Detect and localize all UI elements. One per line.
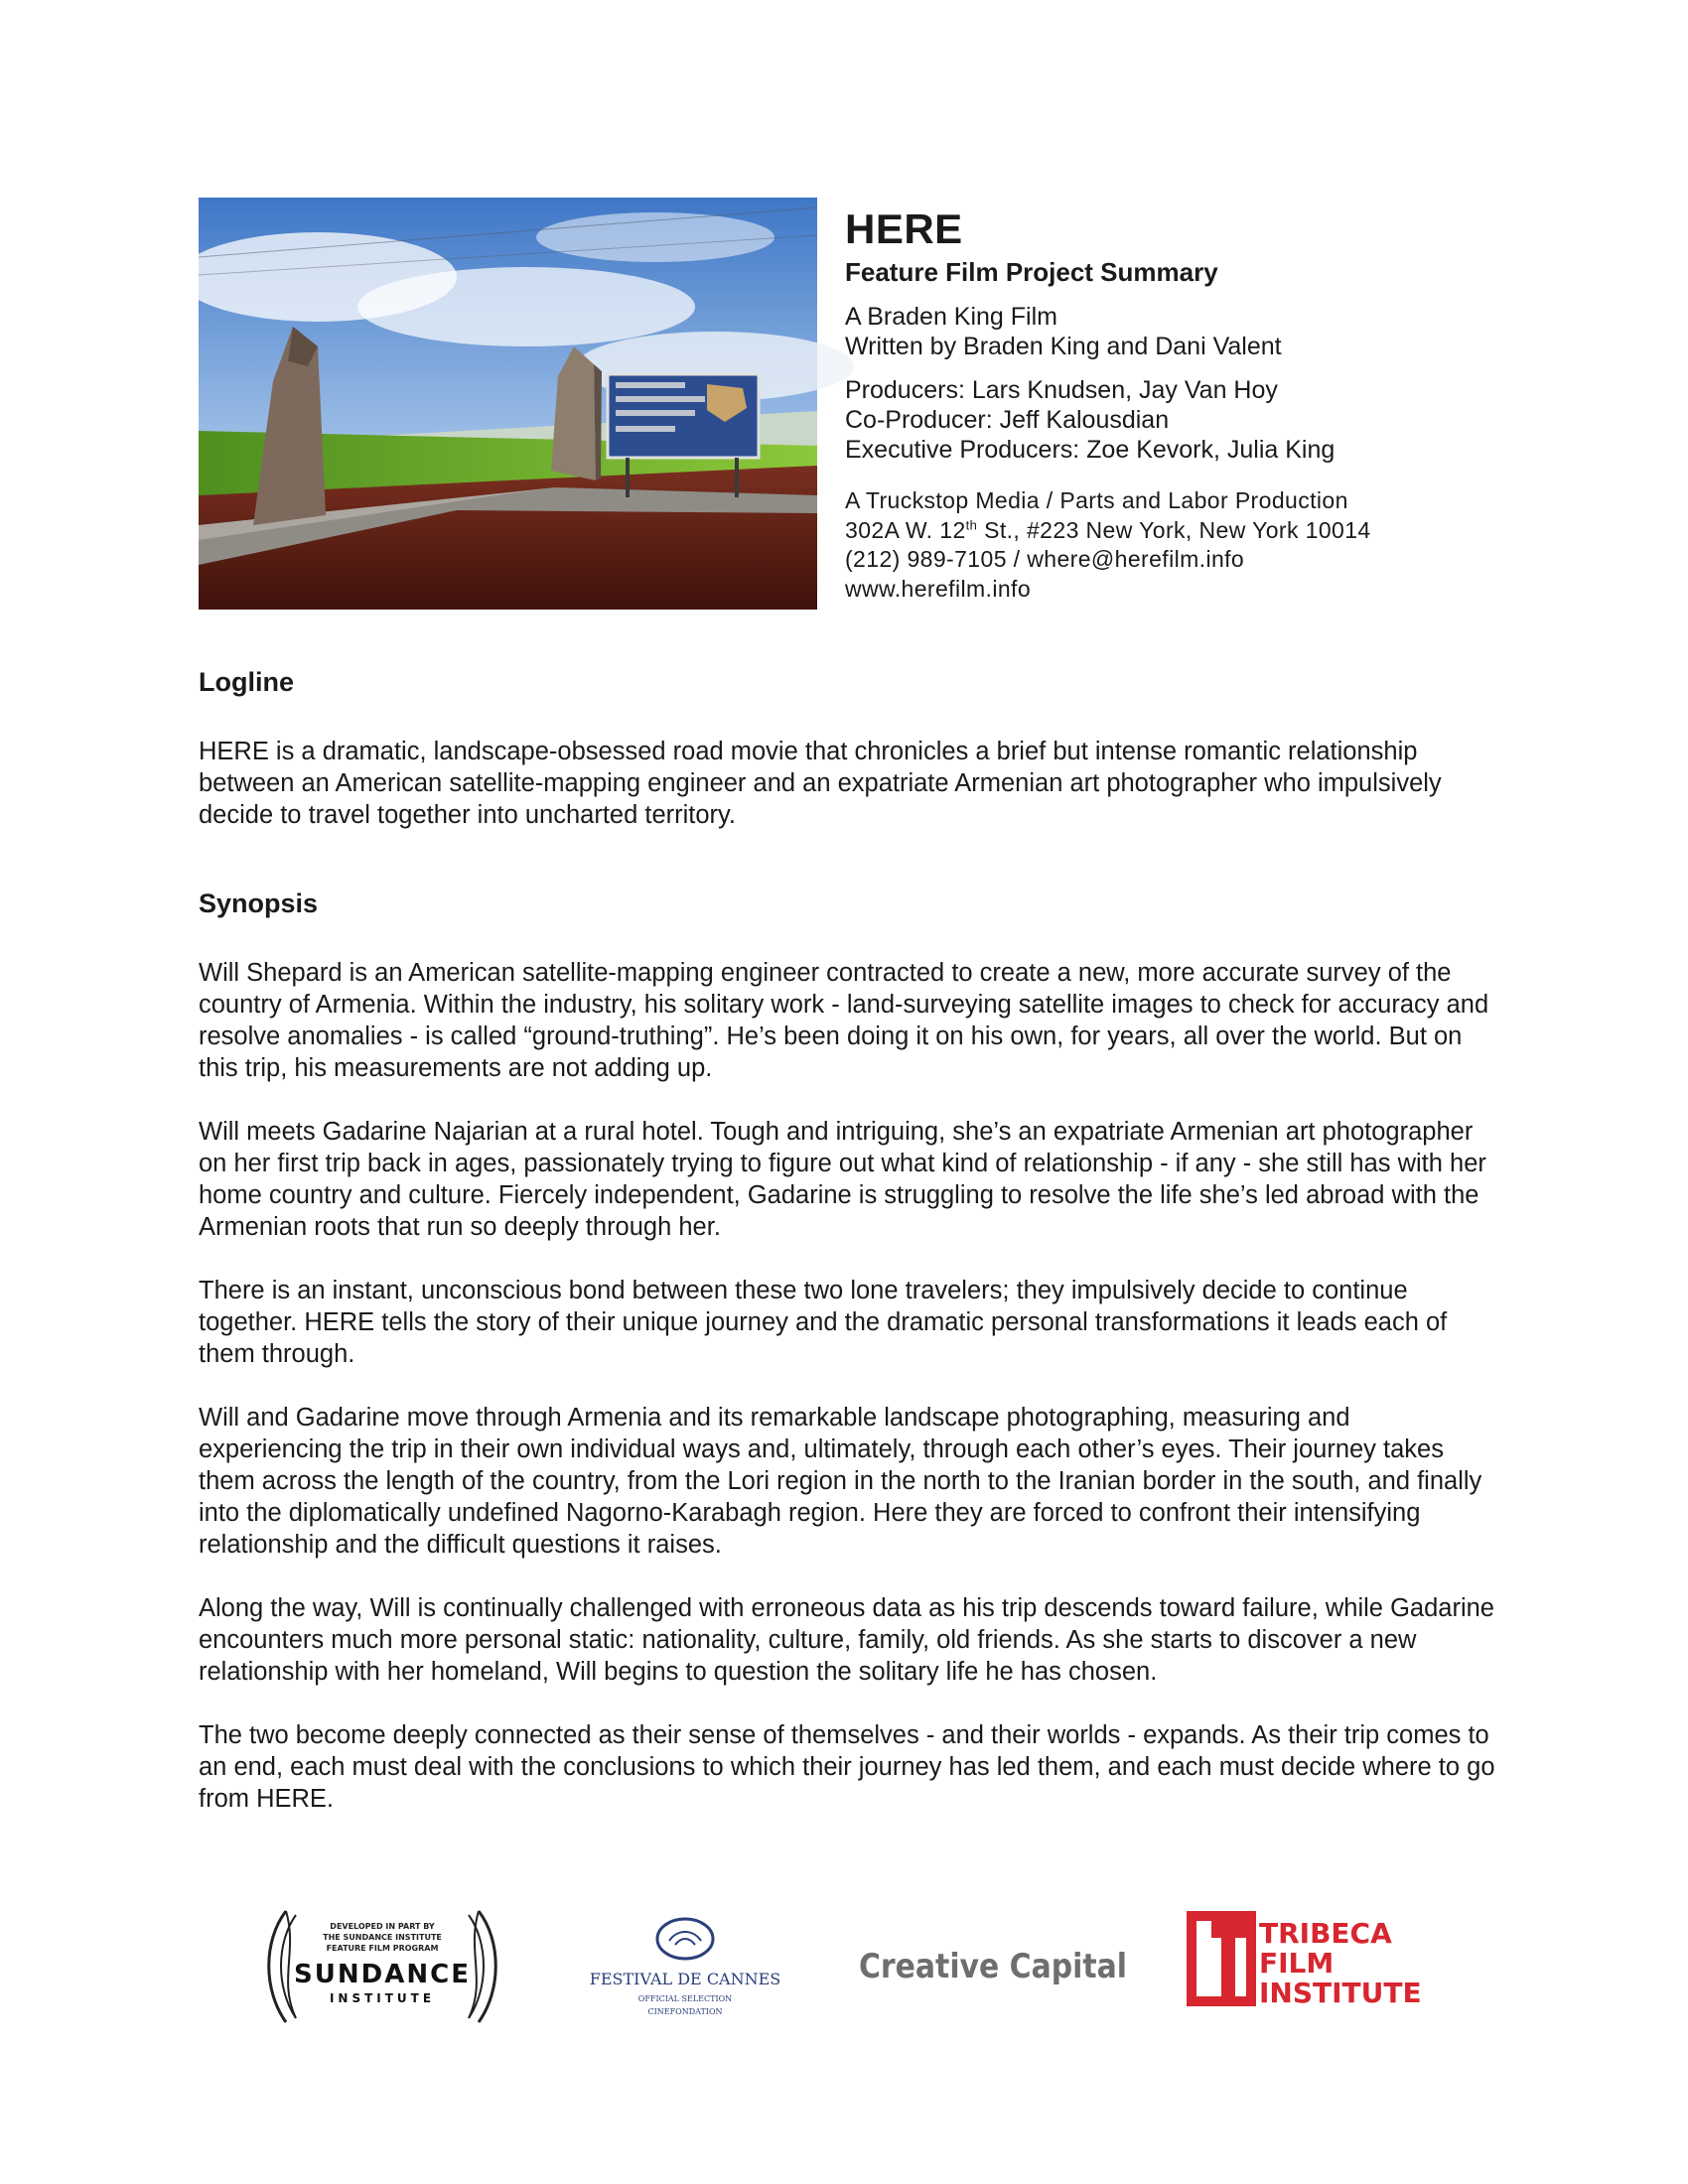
phone-email-line: (212) 989-7105 / where@herefilm.info: [845, 546, 1245, 572]
sundance-name: SUNDANCE: [294, 1960, 471, 1989]
company-line: A Truckstop Media / Parts and Labor Production: [845, 487, 1348, 513]
credit-line: A Braden King Film: [845, 303, 1057, 331]
cannes-line: OFFICIAL SELECTION: [637, 1994, 733, 2003]
armenian-road-landscape-image: [199, 198, 817, 610]
sundance-top-line: THE SUNDANCE INSTITUTE: [323, 1933, 442, 1942]
synopsis-paragraph: Will Shepard is an American satellite-mapping engineer contracted to create a new, more accurate survey of the country of Armenia. Within the industry, his solitary work - land-surveying satellite images to check for accuracy and resolve anomalies - is called “ground-truthing”. He’s been doing it on his own, for years, all over the world. But on this trip, his measurements are not adding up.: [199, 959, 1489, 1082]
sundance-top-line: DEVELOPED IN PART BY: [330, 1922, 435, 1931]
tribeca-line: TRIBECA: [1259, 1917, 1392, 1950]
document-body: [199, 666, 1499, 1846]
creative-capital-logo: [854, 1901, 1132, 2030]
creative-capital-name: Creative Capital: [859, 1947, 1127, 1986]
credits-block: [845, 302, 1560, 361]
synopsis-heading: Synopsis: [199, 888, 319, 918]
producer-line: Executive Producers: Zoe Kevork, Julia King: [845, 436, 1336, 464]
synopsis-paragraph: The two become deeply connected as their sense of themselves - and their worlds - expands. As their trip comes to an end, each must deal with the conclusions to which their journey has led them, and each must decide where to go from HERE.: [199, 1721, 1495, 1813]
cannes-name: FESTIVAL DE CANNES: [589, 1970, 781, 1988]
website-link[interactable]: www.herefilm.info: [845, 575, 1032, 602]
tribeca-film-institute-logo: [1182, 1901, 1420, 2030]
synopsis-paragraph: Along the way, Will is continually challenged with erroneous data as his trip descends toward failure, while Gadarine encounters much more personal static: nationality, culture, family, old friends. As she starts to discover a new relationship with her homeland, Will begins to question the solitary life he has chosen.: [199, 1594, 1494, 1686]
address-line: 302A W. 12th St., #223 New York, New York 10014: [845, 516, 1371, 543]
synopsis-paragraph: There is an instant, unconscious bond between these two lone travelers; they impulsively decide to continue together. HERE tells the story of their unique journey and the dramatic personal transformations it leads each of them through.: [199, 1277, 1448, 1368]
logline-heading: Logline: [199, 667, 294, 697]
cannes-line: CINEFONDATION: [647, 2007, 723, 2016]
sundance-institute-logo: [258, 1901, 506, 2030]
synopsis-paragraph: Will meets Gadarine Najarian at a rural hotel. Tough and intriguing, she’s an expatriate Armenian art photographer on her first trip back in ages, passionately trying to figure out what kind of relationship - if any - she still has with her home country and culture. Fiercely independent, Gadarine is struggling to resolve the life she’s led abroad with the Armenian roots that run so deeply through her.: [199, 1118, 1486, 1241]
festival-de-cannes-logo: [586, 1901, 784, 2030]
producer-line: Co-Producer: Jeff Kalousdian: [845, 406, 1170, 434]
sponsor-logos: [258, 1901, 1420, 2030]
producers-block: [845, 375, 1560, 465]
tribeca-line: INSTITUTE: [1259, 1977, 1422, 2009]
project-header: [845, 206, 1560, 617]
header-photo: [199, 198, 817, 610]
sundance-sub: INSTITUTE: [329, 1991, 436, 2005]
logline-text: HERE is a dramatic, landscape-obsessed road movie that chronicles a brief but intense romantic relationship between an American satellite-mapping engineer and an expatriate Armenian art photographer who impulsively decide to travel together into uncharted territory.: [199, 738, 1442, 829]
producer-line: Producers: Lars Knudsen, Jay Van Hoy: [845, 376, 1278, 404]
credit-line: Written by Braden King and Dani Valent: [845, 333, 1282, 360]
synopsis-paragraph: Will and Gadarine move through Armenia and its remarkable landscape photographing, measuring and experiencing the trip in their own individual ways and, ultimately, through each other’s eyes. Their journey takes them across the length of the country, from the Lori region in the north to the Iranian border in the south, and finally into the diplomatically undefined Nagorno-Karabagh region. Here they are forced to confront their intensifying relationship and the difficult questions it raises.: [199, 1404, 1482, 1559]
page-subtitle: Feature Film Project Summary: [845, 257, 1218, 287]
tribeca-line: FILM: [1259, 1947, 1335, 1979]
contact-block: [845, 486, 1560, 604]
page-title: HERE: [845, 205, 963, 252]
sundance-top-line: FEATURE FILM PROGRAM: [326, 1944, 439, 1953]
